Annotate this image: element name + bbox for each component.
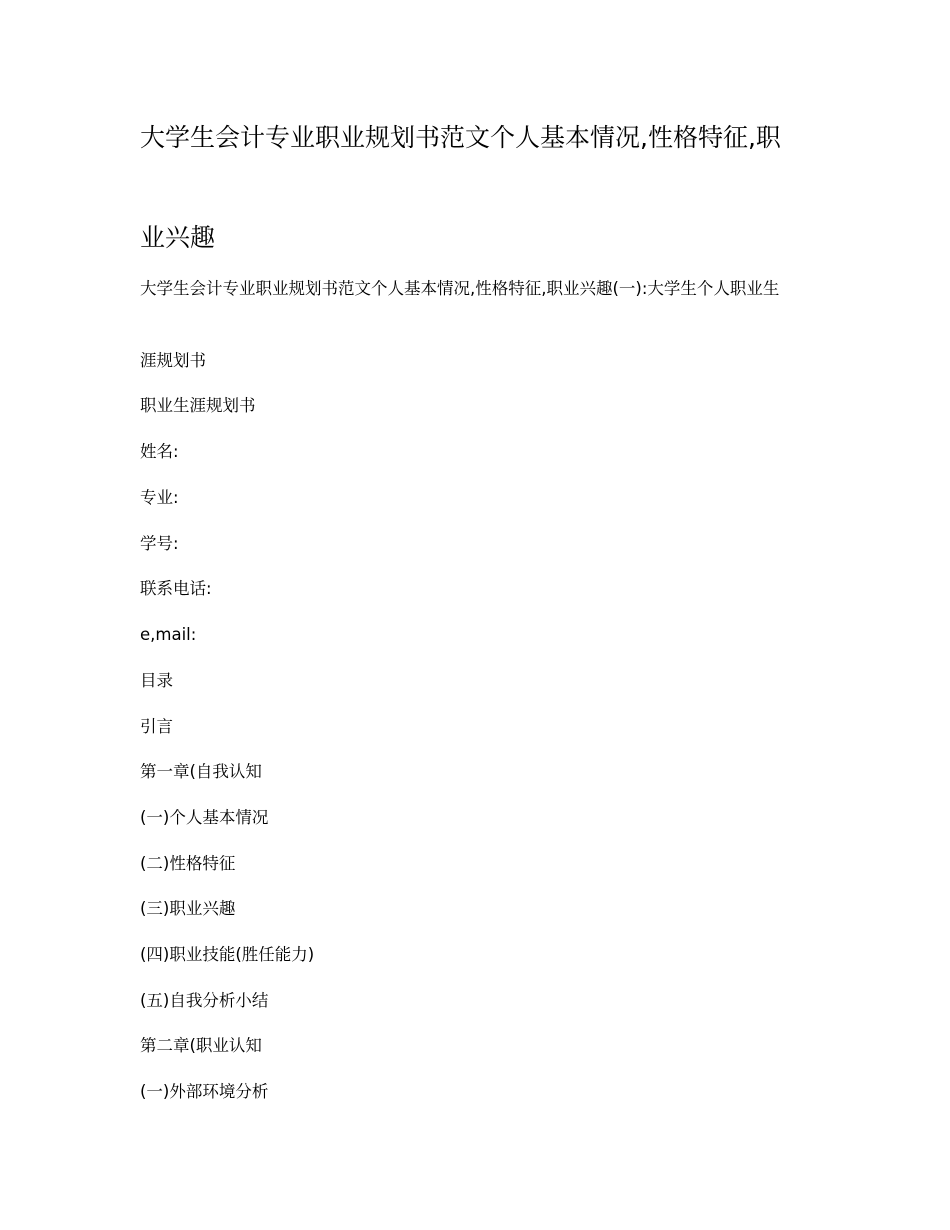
toc-item: (二)性格特征 [140, 854, 236, 873]
document-title-line-1: 大学生会计专业职业规划书范文个人基本情况,性格特征,职 [140, 123, 781, 152]
toc-item: 引言 [140, 717, 173, 736]
text-line: 职业生涯规划书 [140, 396, 256, 415]
intro-paragraph: 大学生会计专业职业规划书范文个人基本情况,性格特征,职业兴趣(一):大学生个人职业生 [140, 279, 780, 298]
email-label: e,mail: [140, 625, 197, 644]
toc-item: (一)外部环境分析 [140, 1082, 269, 1101]
toc-heading: 目录 [140, 671, 173, 690]
text-line: 涯规划书 [140, 351, 206, 370]
document-title-line-2: 业兴趣 [140, 223, 216, 252]
name-label: 姓名: [140, 442, 179, 461]
toc-item: 第二章(职业认知 [140, 1036, 262, 1055]
toc-item: (四)职业技能(胜任能力) [140, 945, 315, 964]
student-id-label: 学号: [140, 534, 179, 553]
toc-item: (一)个人基本情况 [140, 808, 269, 827]
phone-label: 联系电话: [140, 579, 212, 598]
toc-item: 第一章(自我认知 [140, 762, 262, 781]
major-label: 专业: [140, 488, 179, 507]
toc-item: (三)职业兴趣 [140, 899, 236, 918]
toc-item: (五)自我分析小结 [140, 991, 269, 1010]
